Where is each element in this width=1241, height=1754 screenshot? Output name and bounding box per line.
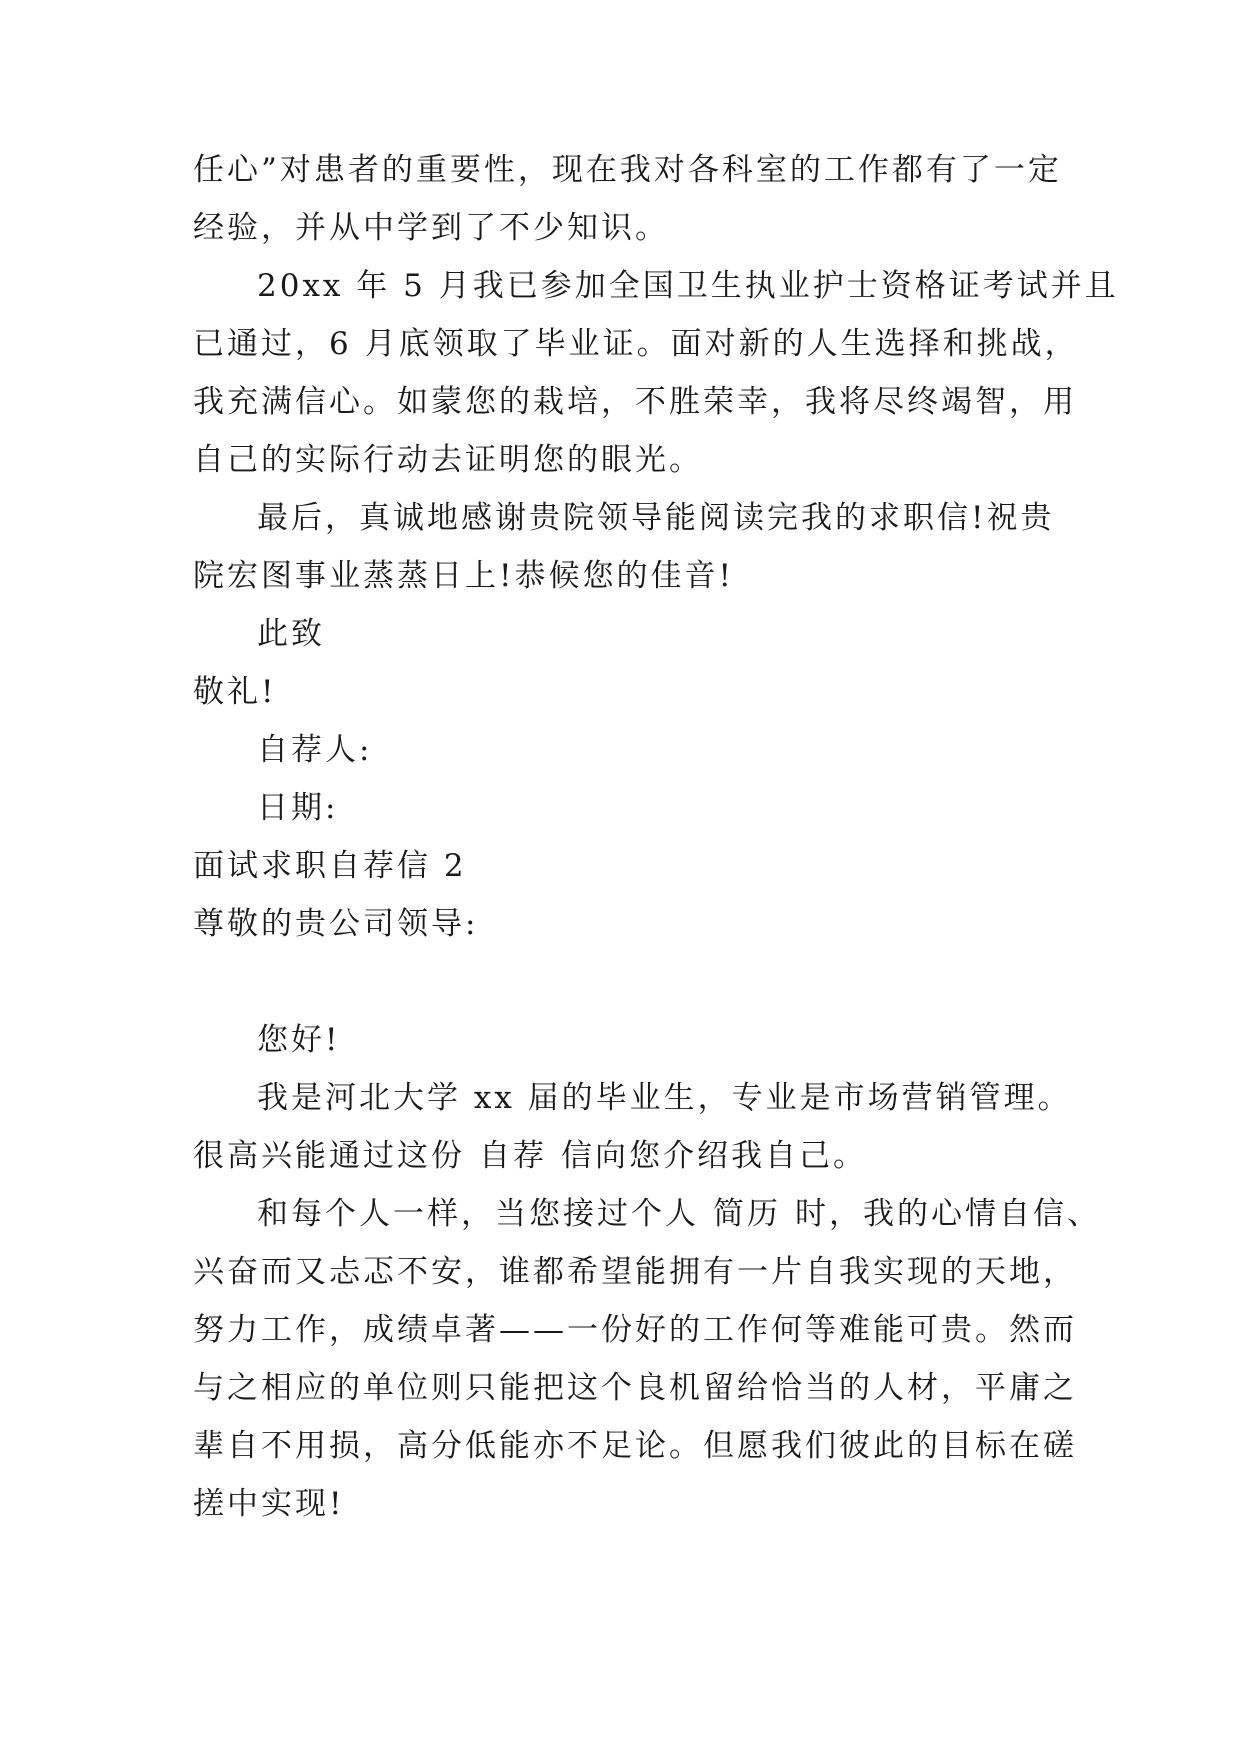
paragraph-line: 我是河北大学 xx 届的毕业生，专业是市场营销管理。 — [257, 1080, 1072, 1116]
line-part: 和每个人一样，当您接过个人 — [257, 1196, 699, 1232]
paragraph-line — [193, 1136, 867, 1176]
paragraph-line: 经验，并从中学到了不少知识。 — [193, 210, 669, 246]
paragraph-line: 自己的实际行动去证明您的眼光。 — [193, 442, 703, 478]
inline-link[interactable]: 简历 — [713, 1196, 781, 1232]
paragraph-line: 最后，真诚地感谢贵院领导能阅读完我的求职信!祝贵 — [257, 500, 1055, 536]
section-title: 面试求职自荐信 2 — [193, 848, 467, 884]
signature-label: 自荐人: — [257, 732, 373, 768]
line-part: 时，我的心情自信、 — [795, 1196, 1101, 1232]
closing-salute: 敬礼! — [193, 674, 277, 710]
paragraph-line: 与之相应的单位则只能把这个良机留给恰当的人材，平庸之 — [193, 1370, 1077, 1406]
paragraph-line: 20xx 年 5 月我已参加全国卫生执业护士资格证考试并且 — [257, 268, 1119, 304]
paragraph-line: 已通过，6 月底领取了毕业证。面对新的人生选择和挑战， — [193, 326, 1079, 362]
greeting: 您好! — [257, 1022, 341, 1058]
closing-line: 此致 — [257, 616, 325, 652]
paragraph-line: 兴奋而又忐忑不安，谁都希望能拥有一片自我实现的天地， — [193, 1254, 1077, 1290]
paragraph-line: 辈自不用损，高分低能亦不足论。但愿我们彼此的目标在磋 — [193, 1428, 1077, 1464]
date-label: 日期: — [257, 790, 339, 826]
line-part: 很高兴能通过这份 — [193, 1138, 465, 1174]
inline-link[interactable]: 自荐 — [479, 1138, 547, 1174]
line-part: 信向您介绍我自己。 — [561, 1138, 867, 1174]
paragraph-line — [257, 1194, 1101, 1234]
paragraph-line: 努力工作，成绩卓著——一份好的工作何等难能可贵。然而 — [193, 1312, 1077, 1348]
paragraph-line: 院宏图事业蒸蒸日上!恭候您的佳音! — [193, 558, 734, 594]
salutation: 尊敬的贵公司领导: — [193, 906, 479, 942]
paragraph-line: 我充满信心。如蒙您的栽培，不胜荣幸，我将尽终竭智，用 — [193, 384, 1077, 420]
paragraph-line: 任心”对患者的重要性，现在我对各科室的工作都有了一定 — [193, 152, 1062, 188]
paragraph-line: 搓中实现! — [193, 1486, 345, 1522]
